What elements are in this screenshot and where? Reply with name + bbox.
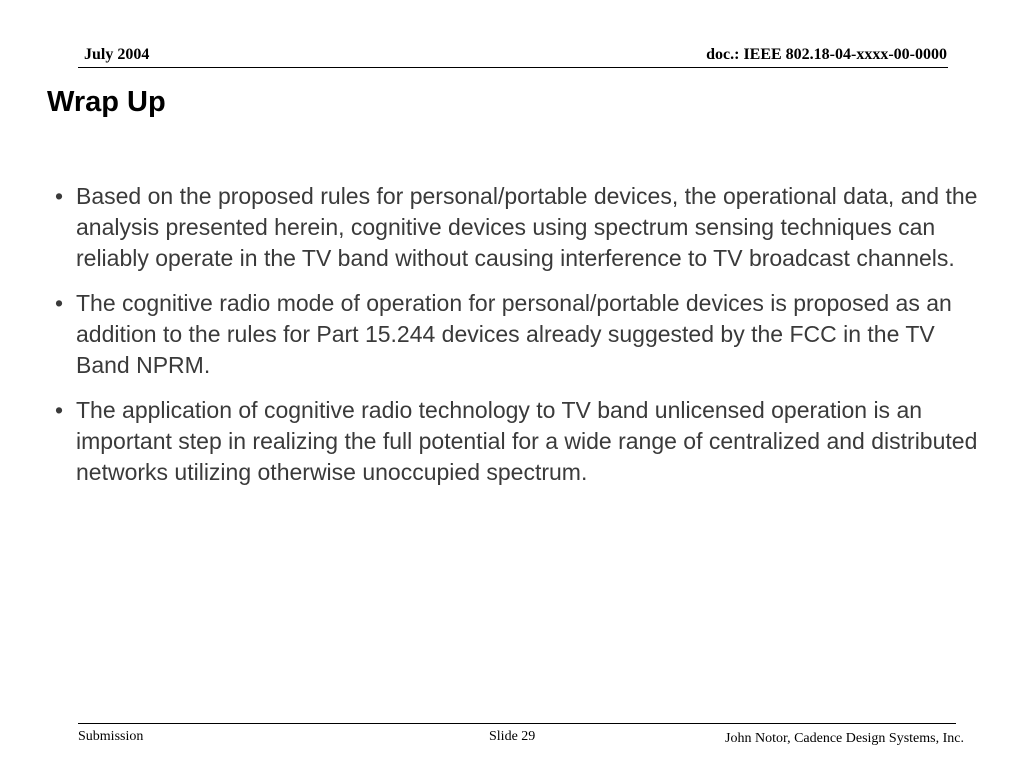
bullet-item [55, 288, 980, 381]
bullet-marker: • [55, 290, 64, 316]
bullet-text: Based on the proposed rules for personal/portable devices, the operational data, and the analysis presented herein, cognitive devices using spectrum sensing techniques can reliably operate in the TV band without causing interference to TV broadcast channels. [76, 183, 978, 271]
footer-submission: Submission [78, 729, 144, 744]
bullet-item [55, 395, 980, 488]
bullet-text: The application of cognitive radio technology to TV band unlicensed operation is an important step in realizing the full potential for a wide range of centralized and distributed networks utilizing otherwise unoccupied spectrum. [76, 397, 978, 485]
bullet-text: The cognitive radio mode of operation for personal/portable devices is proposed as an addition to the rules for Part 15.244 devices already suggested by the FCC in the TV Band NPRM. [76, 290, 952, 378]
bullet-marker: • [55, 397, 64, 423]
footer-divider [78, 723, 956, 724]
footer-slide-number: Slide 29 [489, 729, 536, 744]
slide-title: Wrap Up [47, 86, 166, 118]
bullet-marker: • [55, 183, 64, 209]
footer-author: John Notor, Cadence Design Systems, Inc. [725, 731, 964, 746]
header-date: July 2004 [84, 46, 150, 63]
header-divider [78, 67, 948, 68]
bullet-list [55, 181, 980, 502]
bullet-item [55, 181, 980, 274]
header-doc-id: doc.: IEEE 802.18-04-xxxx-00-0000 [706, 46, 947, 63]
